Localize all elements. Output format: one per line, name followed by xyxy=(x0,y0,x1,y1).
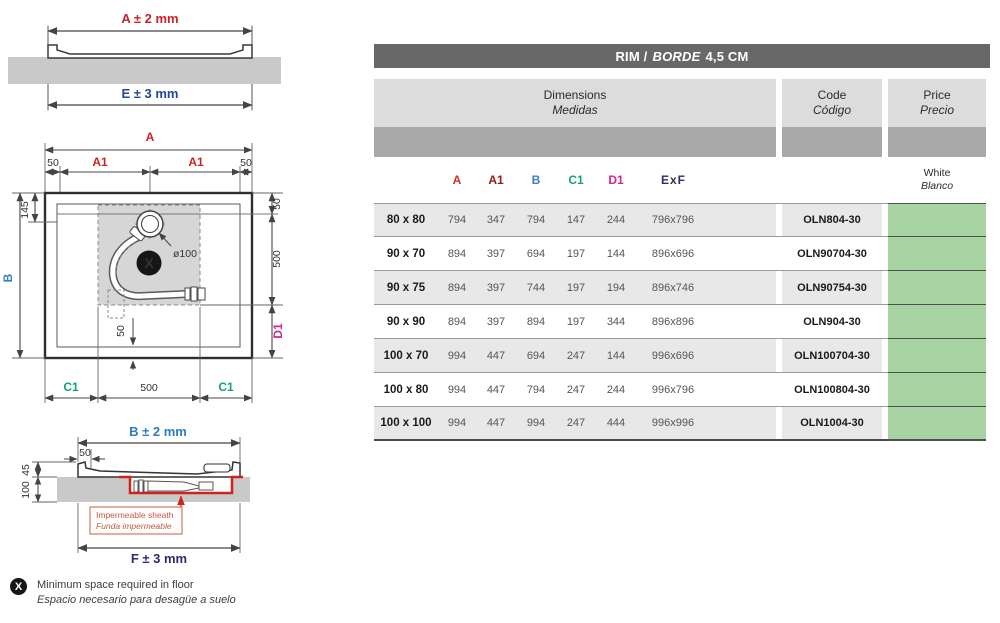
cell-b: 994 xyxy=(526,417,546,429)
cell-size: 80 x 80 xyxy=(386,214,426,226)
cell-exf: 796x796 xyxy=(651,214,695,226)
cell-a1: 397 xyxy=(486,315,506,328)
divider-band xyxy=(888,127,986,157)
cell-d1: 444 xyxy=(606,417,626,429)
section-bottom-view xyxy=(20,424,250,566)
cell-a: 794 xyxy=(447,214,467,226)
cell-c1: 197 xyxy=(566,247,586,260)
header-price-en: Price xyxy=(923,88,951,102)
section-top-view xyxy=(8,11,281,110)
cell-a1: 447 xyxy=(486,349,506,362)
cell-b: 744 xyxy=(526,281,546,294)
cell-b: 694 xyxy=(526,349,546,362)
tray-profile-top xyxy=(48,45,252,58)
label-45: 45 xyxy=(20,464,32,476)
cell-price-white xyxy=(888,305,986,339)
cell-c1: 197 xyxy=(566,281,586,294)
label-b-tolerance: B ± 2 mm xyxy=(129,424,187,439)
col-letter-a: A xyxy=(452,173,462,187)
cell-code: OLN904-30 xyxy=(782,305,882,339)
header-price-es: Precio xyxy=(919,103,954,117)
cell-c1: 247 xyxy=(566,383,586,396)
table-title xyxy=(374,44,990,68)
cell-size: 90 x 75 xyxy=(386,281,426,294)
cell-d1: 144 xyxy=(606,247,626,260)
exf-e: E xyxy=(660,173,669,187)
x-marker-symbol: X xyxy=(14,580,23,593)
table-row xyxy=(374,203,990,237)
header-code xyxy=(782,79,882,127)
footnote-line-en: Minimum space required in floor xyxy=(37,579,194,591)
drain-cap xyxy=(204,464,230,472)
table-row xyxy=(374,271,990,305)
label-b: B xyxy=(1,273,15,283)
cell-code: OLN90704-30 xyxy=(782,237,882,271)
color-header-en: White xyxy=(923,167,951,179)
floor-band xyxy=(8,57,281,84)
cell-code: OLN804-30 xyxy=(782,203,882,237)
exf-x: x xyxy=(669,173,677,187)
header-code-en: Code xyxy=(817,88,847,102)
title-rim: RIM / xyxy=(615,48,648,64)
cell-size: 100 x 100 xyxy=(380,417,432,429)
table-row xyxy=(374,237,990,271)
cell-price-white xyxy=(888,373,986,407)
col-letter-b: B xyxy=(531,173,541,187)
label-sheath-en: Impermeable sheath xyxy=(96,510,174,520)
label-a1-right: A1 xyxy=(188,155,204,169)
table-row xyxy=(374,373,990,407)
cell-size: 100 x 70 xyxy=(383,349,429,362)
cell-c1: 247 xyxy=(566,349,586,362)
cell-code: OLN100804-30 xyxy=(782,373,882,407)
cell-d1: 244 xyxy=(606,214,626,226)
cell-exf: 996x696 xyxy=(651,349,695,362)
label-c1-right: C1 xyxy=(218,380,234,394)
table-group-headers xyxy=(374,79,990,157)
cell-c1: 147 xyxy=(566,214,586,226)
cell-b: 694 xyxy=(526,247,546,260)
cell-price-white xyxy=(888,339,986,373)
label-drain-diameter: ø100 xyxy=(173,248,197,260)
title-borde: BORDE xyxy=(652,48,701,64)
label-50-right: 50 xyxy=(271,198,283,210)
cell-price-white xyxy=(888,271,986,305)
cell-a1: 397 xyxy=(486,247,506,260)
cell-price-white xyxy=(888,237,986,271)
cell-size: 100 x 80 xyxy=(383,383,429,396)
cell-a: 894 xyxy=(447,315,467,328)
cell-exf: 996x796 xyxy=(651,383,695,396)
label-a-tolerance: A ± 2 mm xyxy=(121,11,179,26)
cell-code: OLN1004-30 xyxy=(782,407,882,441)
header-dimensions xyxy=(374,79,776,127)
label-50-top-left: 50 xyxy=(47,157,59,169)
label-50-top-right: 50 xyxy=(240,157,252,169)
cell-b: 794 xyxy=(526,383,546,396)
label-a: A xyxy=(145,130,155,144)
cell-a1: 347 xyxy=(486,214,506,226)
cell-code: OLN100704-30 xyxy=(782,339,882,373)
label-c1-left: C1 xyxy=(63,380,79,394)
color-column-header xyxy=(888,167,986,193)
plan-view xyxy=(1,130,285,403)
table-row xyxy=(374,305,990,339)
cell-exf: 896x696 xyxy=(651,247,695,260)
col-letter-exf xyxy=(636,173,710,187)
divider-band xyxy=(782,127,882,157)
footnote xyxy=(10,578,236,608)
cell-a: 994 xyxy=(447,383,467,396)
color-header-es: Blanco xyxy=(920,180,954,192)
header-dimensions-en: Dimensions xyxy=(543,88,607,102)
title-size: 4,5 CM xyxy=(705,48,749,64)
footnote-line-es: Espacio necesario para desagüe a suelo xyxy=(37,594,236,606)
cell-d1: 144 xyxy=(606,349,626,362)
column-letters-row xyxy=(374,157,990,203)
table-row xyxy=(374,407,990,441)
cell-code: OLN90754-30 xyxy=(782,271,882,305)
cell-price-white xyxy=(888,203,986,237)
label-f-tolerance: F ± 3 mm xyxy=(130,551,188,566)
cell-a1: 447 xyxy=(486,417,506,429)
label-500-right: 500 xyxy=(271,250,283,268)
cell-exf: 896x746 xyxy=(651,281,695,294)
cell-b: 794 xyxy=(526,214,546,226)
cell-exf: 896x896 xyxy=(651,315,695,328)
exf-f: F xyxy=(677,173,686,187)
label-145: 145 xyxy=(19,201,31,219)
cell-c1: 247 xyxy=(566,417,586,429)
label-sheath-es: Funda impermeable xyxy=(96,521,172,531)
x-marker-letter: X xyxy=(144,255,154,271)
cell-d1: 344 xyxy=(606,315,626,328)
cell-d1: 194 xyxy=(606,281,626,294)
table-row xyxy=(374,339,990,373)
x-marker-icon xyxy=(10,578,27,595)
label-e-tolerance: E ± 3 mm xyxy=(121,86,179,101)
cell-size: 90 x 70 xyxy=(386,247,426,260)
cell-exf: 996x996 xyxy=(651,417,695,429)
table-body xyxy=(374,203,990,441)
x-marker-badge xyxy=(137,251,162,276)
header-code-es: Código xyxy=(812,103,852,117)
label-500-bottom: 500 xyxy=(140,382,158,394)
label-50-section: 50 xyxy=(79,447,91,459)
cell-d1: 244 xyxy=(606,383,626,396)
col-letter-c1: C1 xyxy=(568,173,584,187)
col-letter-a1: A1 xyxy=(488,173,504,187)
col-letter-d1: D1 xyxy=(608,173,624,187)
label-d1: D1 xyxy=(271,323,285,339)
cell-price-white xyxy=(888,407,986,441)
cell-a: 994 xyxy=(447,349,467,362)
cell-a: 894 xyxy=(447,281,467,294)
label-a1-left: A1 xyxy=(92,155,108,169)
cell-a1: 397 xyxy=(486,281,506,294)
divider-band xyxy=(374,127,776,157)
technical-drawings xyxy=(0,0,370,623)
header-price xyxy=(888,79,986,127)
cell-c1: 197 xyxy=(566,315,586,328)
cell-a: 994 xyxy=(447,417,467,429)
spec-table xyxy=(374,44,990,441)
label-100: 100 xyxy=(20,481,32,499)
label-50-bottom: 50 xyxy=(115,325,127,337)
cell-a1: 447 xyxy=(486,383,506,396)
header-dimensions-es: Medidas xyxy=(552,103,598,117)
cell-a: 894 xyxy=(447,247,467,260)
cell-size: 90 x 90 xyxy=(386,315,426,328)
cell-b: 894 xyxy=(526,315,546,328)
